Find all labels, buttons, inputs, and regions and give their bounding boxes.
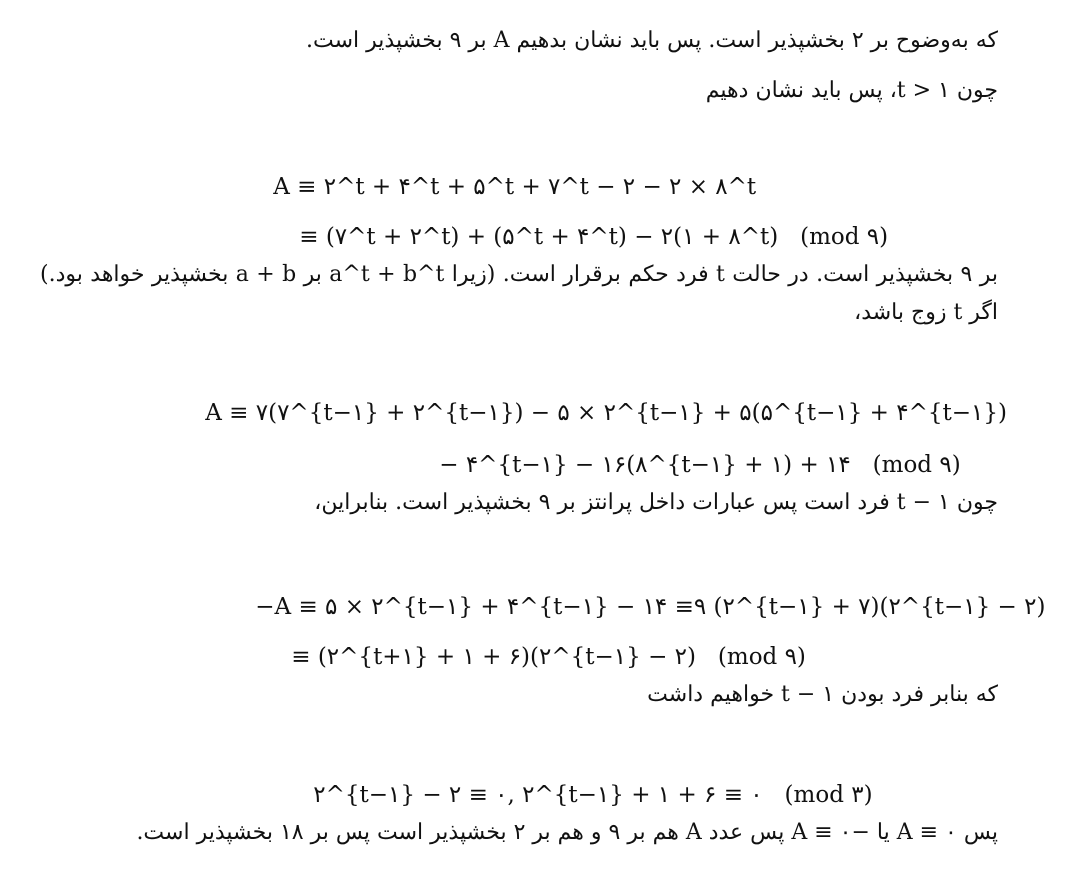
paragraph-4-text: چون t − ۱ فرد است پس عبارات داخل پرانتز بر ۹ بخشپذیر است. بنابراین،	[314, 490, 998, 515]
paragraph-1-text: که به‌وضوح بر ۲ بخشپذیر است. پس باید نشان بدهیم A بر ۹ بخشپذیر است.	[306, 28, 998, 53]
equation-1-line-2-text: ≡ (۷^t + ۲^t) + (۵^t + ۴^t) − ۲(۱ + ۸^t) (mod ۹)	[299, 224, 889, 250]
paragraph-6-text: پس A ≡ ۰ یا −A ≡ ۰ پس عدد A هم بر ۹ و هم بر ۲ بخشپذیر است پس بر ۱۸ بخشپذیر است.	[136, 820, 998, 845]
paragraph-5-text: که بنابر فرد بودن t − ۱ خواهیم داشت	[647, 682, 998, 707]
equation-2-line-1-text: A ≡ ۷(۷^{t−۱} + ۲^{t−۱}) − ۵ × ۲^{t−۱} + ۵(۵^{t−۱} + ۴^{t−۱})	[205, 400, 1007, 426]
paragraph-3	[40, 256, 998, 332]
paragraph-2-text: چون t > ۱، پس باید نشان دهیم	[705, 78, 998, 103]
paragraph-3-text: بر ۹ بخشپذیر است. در حالت t فرد حکم برقرار است. (زیرا a^t + b^t بر a + b بخشپذیر خواهد بود.) اگر t زوج باشد،	[40, 262, 999, 325]
paragraph-6	[136, 814, 998, 852]
paragraph-4	[314, 484, 998, 522]
equation-3-line-2-text: ≡ (۲^{t+۱} + ۱ + ۶)(۲^{t−۱} − ۲) (mod ۹)	[291, 644, 806, 670]
paragraph-5	[647, 676, 998, 714]
equation-3-line-1-text: −A ≡ ۵ × ۲^{t−۱} + ۴^{t−۱} − ۱۴ ≡۹ (۲^{t−۱} + ۷)(۲^{t−۱} − ۲)	[255, 594, 1046, 620]
equation-2-line-2-text: − ۴^{t−۱} − ۱۶(۸^{t−۱} + ۱) + ۱۴ (mod ۹)	[439, 452, 961, 478]
paragraph-2	[706, 72, 998, 110]
paragraph-1	[306, 22, 998, 60]
equation-1-line-1-text: A ≡ ۲^t + ۴^t + ۵^t + ۷^t − ۲ − ۲ × ۸^t	[273, 174, 757, 200]
equation-4-text: ۲^{t−۱} − ۲ ≡ ۰, ۲^{t−۱} + ۱ + ۶ ≡ ۰ (mod ۳)	[313, 782, 873, 808]
